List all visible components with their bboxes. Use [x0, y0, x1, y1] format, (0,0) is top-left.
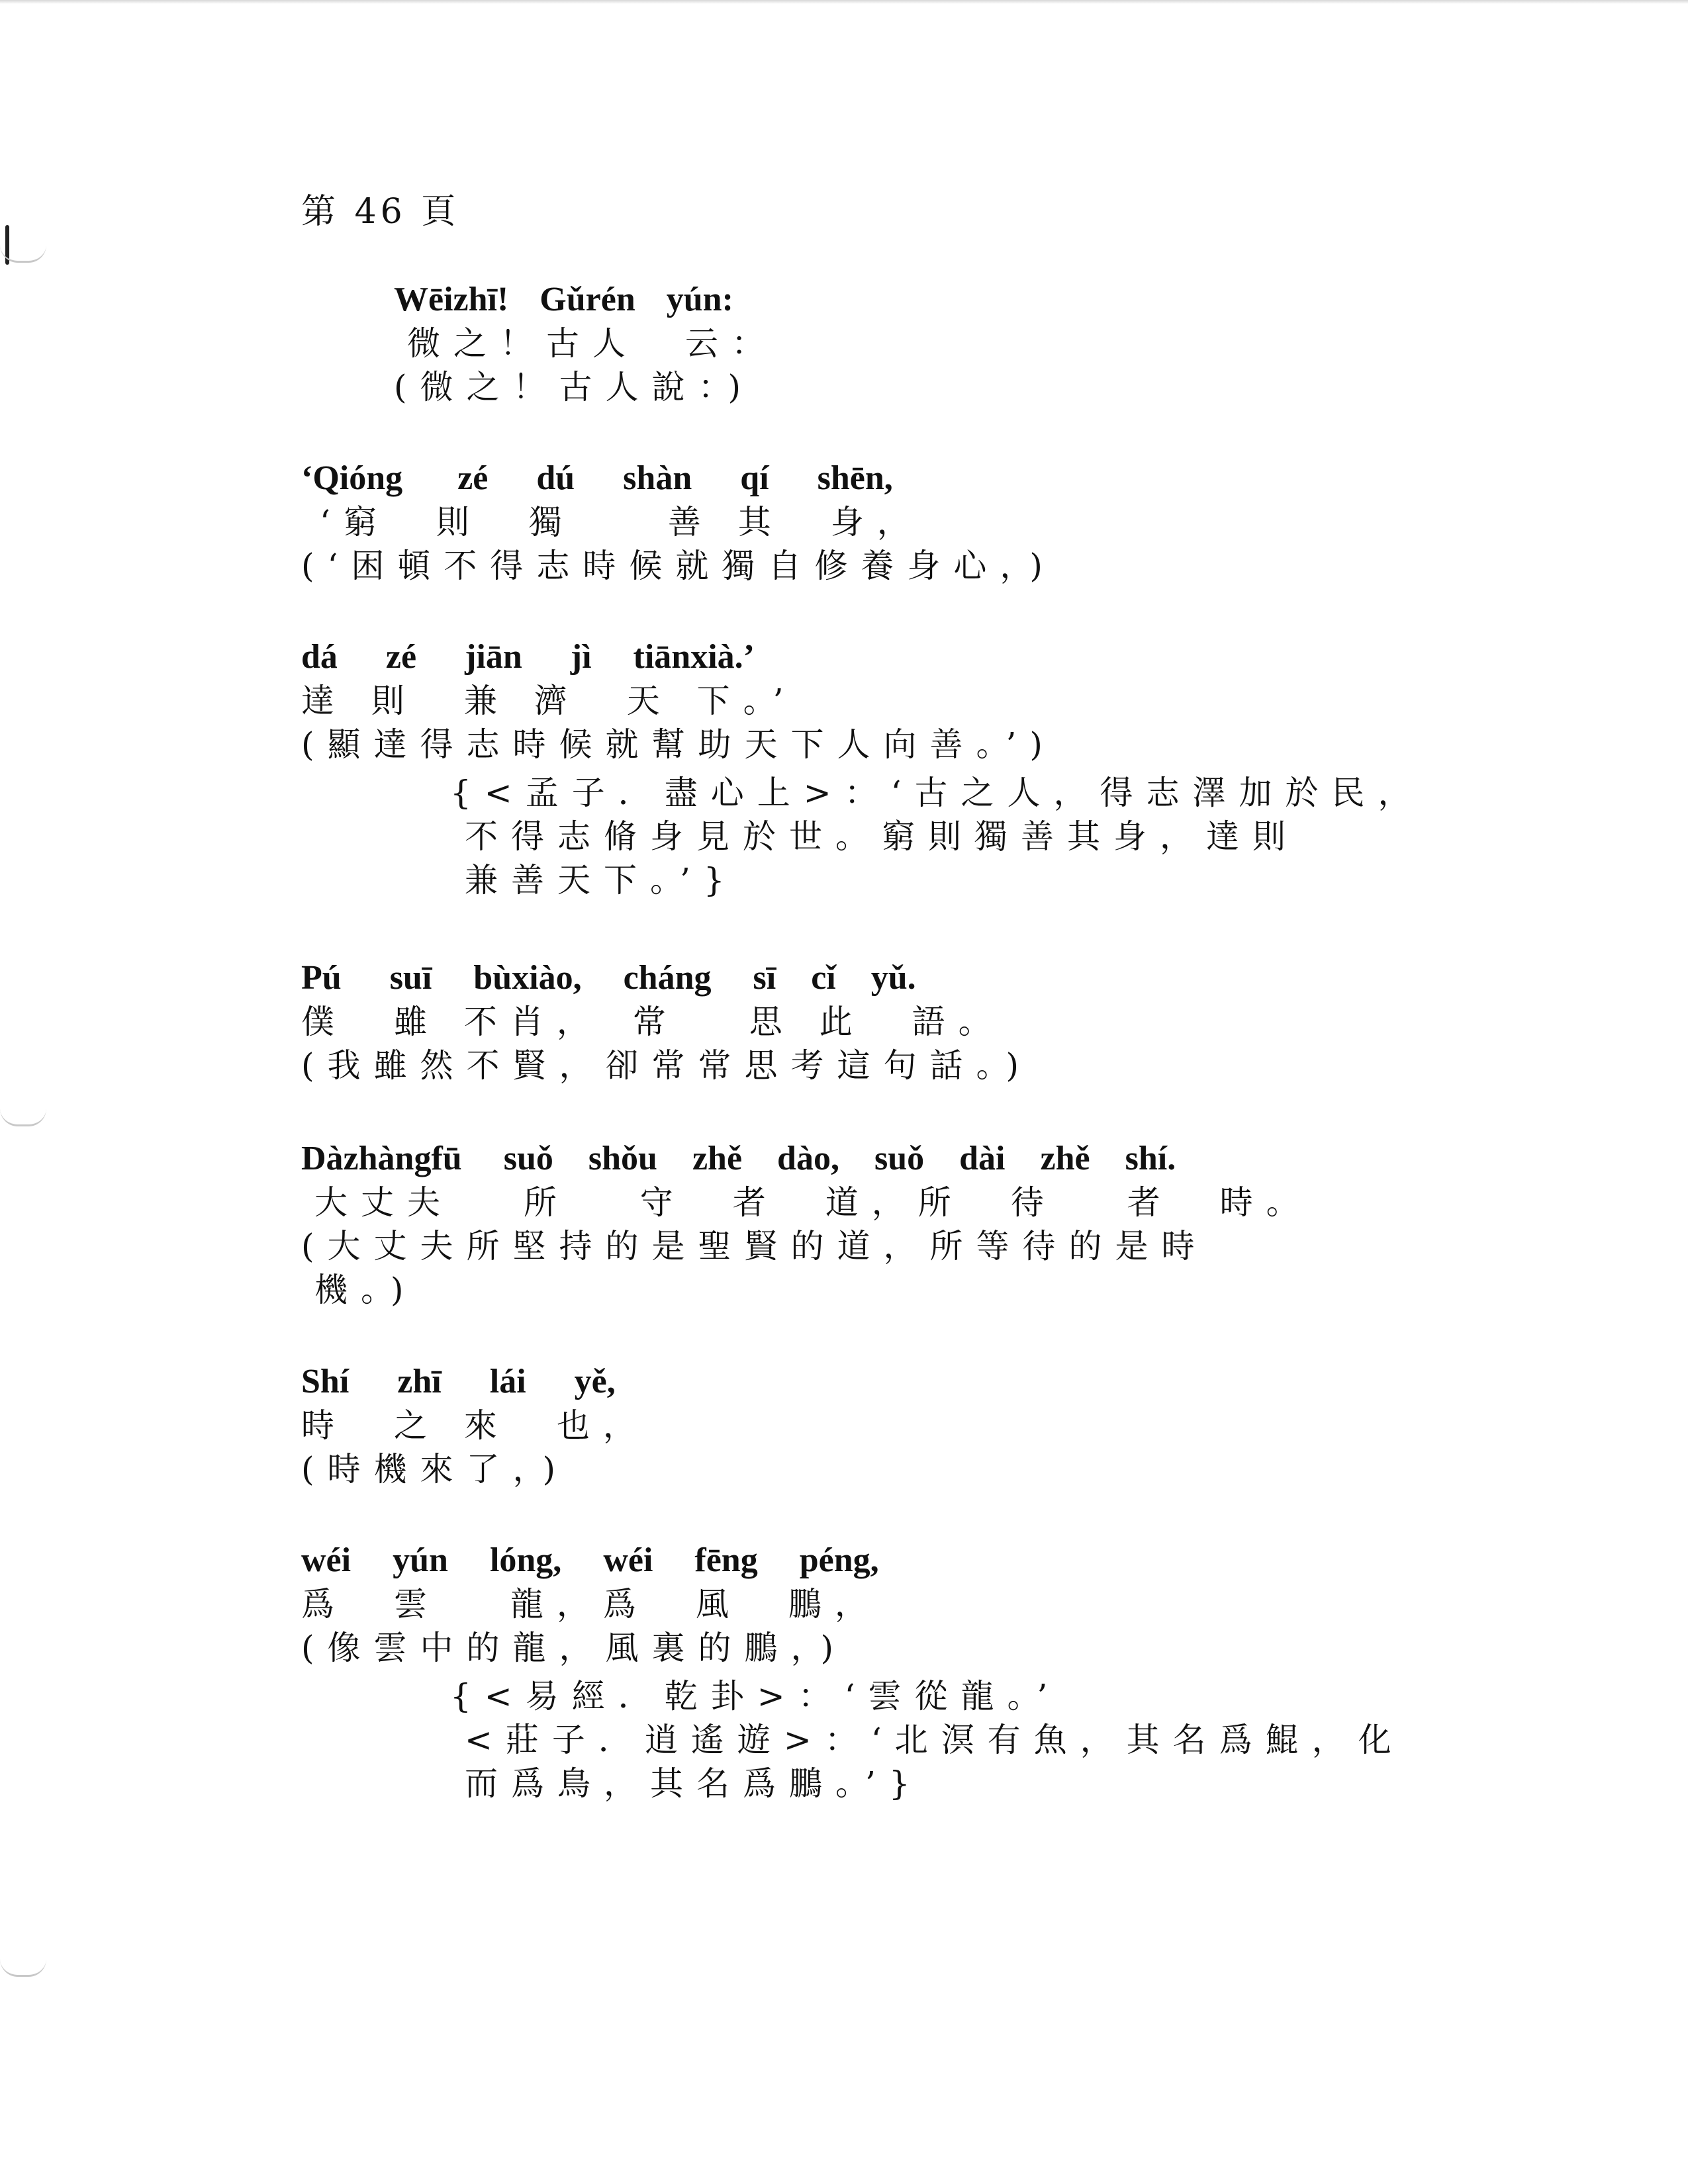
note-line: {<易經．乾卦>：‘雲從龍。’ — [450, 1677, 1061, 1715]
pinyin-syllable: wéi — [301, 1541, 352, 1579]
pinyin-syllable: shēn, — [817, 459, 893, 497]
note-line: 兼善天下。’} — [465, 861, 738, 899]
note-line: <莊子．逍遙遊>：‘北溟有魚，其名爲鯤，化 — [465, 1721, 1405, 1759]
pinyin-syllable: yǔ. — [870, 959, 916, 997]
verse-section — [301, 1137, 1493, 1312]
pinyin-line — [301, 457, 1493, 500]
verse-section — [394, 278, 1585, 409]
translation-line: (大丈夫所堅持的是聖賢的道，所等待的是時 — [301, 1227, 1208, 1265]
pinyin-syllable: tiānxià.’ — [633, 638, 755, 676]
pinyin-syllable: dài — [959, 1140, 1006, 1177]
verse-section — [301, 1539, 1493, 1670]
pinyin-syllable: Pú — [301, 959, 342, 997]
pinyin-line — [301, 635, 1493, 679]
pinyin-syllable: shí. — [1125, 1140, 1176, 1177]
verse-section — [301, 956, 1493, 1087]
translation-line: (顯達得志時候就幫助天下人向善。’) — [301, 725, 1056, 764]
pinyin-line — [301, 1137, 1493, 1181]
pinyin-syllable: sī — [753, 959, 776, 997]
pinyin-syllable: zhī — [397, 1363, 442, 1400]
pinyin-line — [301, 1539, 1493, 1582]
pinyin-syllable: suǒ — [874, 1140, 925, 1177]
pinyin-syllable: zhě — [692, 1140, 743, 1177]
verse-section — [301, 635, 1493, 766]
punch-hole-mark — [0, 1959, 46, 1977]
verse-section — [301, 1360, 1493, 1491]
pinyin-syllable: cháng — [623, 959, 712, 997]
translation-line: (‘困頓不得志時候就獨自修養身心，) — [301, 547, 1056, 585]
pinyin-syllable: Wēizhī! — [394, 281, 509, 318]
translation-line: (我雖然不賢，卻常常思考這句話。) — [301, 1046, 1033, 1085]
pinyin-syllable: Gǔrén — [539, 281, 635, 318]
pinyin-syllable: shàn — [623, 459, 692, 497]
pinyin-syllable: dào, — [777, 1140, 839, 1177]
pinyin-syllable: péng, — [799, 1541, 879, 1579]
translation-line: 機。) — [314, 1271, 417, 1309]
pinyin-syllable: suī — [389, 959, 432, 997]
pinyin-syllable: ‘Qióng — [301, 459, 403, 497]
pinyin-line — [394, 278, 1585, 322]
commentary-note — [450, 771, 1425, 902]
original-text-line: 微之！古人 云： — [407, 324, 778, 363]
note-line: 不得志脩身見於世。窮則獨善其身，達則 — [465, 817, 1299, 856]
pinyin-syllable: zé — [457, 459, 489, 497]
pinyin-syllable: yě, — [574, 1363, 616, 1400]
translation-line: (微之！古人說：) — [394, 368, 755, 406]
pinyin-syllable: jiān — [465, 638, 522, 676]
pinyin-syllable: yún — [393, 1541, 448, 1579]
page-number-header: 第 46 頁 — [301, 192, 460, 232]
pinyin-syllable: zé — [385, 638, 417, 676]
original-text-line: ‘窮 則 獨 善 其 身， — [320, 503, 923, 541]
note-line: {<孟子．盡心上>：‘古之人，得志澤加於民， — [450, 774, 1425, 812]
pinyin-syllable: fēng — [694, 1541, 758, 1579]
pinyin-syllable: zhě — [1040, 1140, 1090, 1177]
commentary-note — [450, 1674, 1410, 1805]
original-text-line: 時 之 來 也， — [301, 1406, 649, 1445]
verse-section — [301, 457, 1493, 588]
pinyin-syllable: yún: — [666, 281, 733, 318]
pinyin-syllable: wéi — [603, 1541, 653, 1579]
translation-line: (時機來了，) — [301, 1450, 569, 1488]
original-text-line: 爲 雲 龍，爲 風 鵬， — [301, 1585, 881, 1623]
original-text-line: 大丈夫 所 守 者 道，所 待 者 時。 — [314, 1183, 1313, 1222]
pinyin-line — [301, 956, 1493, 1000]
pinyin-syllable: cǐ — [811, 959, 836, 997]
punch-hole-mark — [0, 1109, 46, 1126]
pinyin-syllable: suǒ — [503, 1140, 553, 1177]
translation-line: (像雲中的龍，風裏的鵬，) — [301, 1629, 847, 1667]
pinyin-syllable: lái — [489, 1363, 526, 1400]
scan-top-edge — [0, 0, 1688, 4]
pinyin-syllable: bùxiào, — [473, 959, 582, 997]
pinyin-syllable: dá — [301, 638, 338, 676]
original-text-line: 達 則 兼 濟 天 下。’ — [301, 682, 797, 720]
pinyin-syllable: Shí — [301, 1363, 350, 1400]
pinyin-syllable: Dàzhàngfū — [301, 1140, 462, 1177]
pinyin-syllable: dú — [536, 459, 575, 497]
pinyin-syllable: lóng, — [489, 1541, 562, 1579]
pinyin-syllable: shǒu — [588, 1140, 657, 1177]
pinyin-syllable: qí — [740, 459, 769, 497]
original-text-line: 僕 雖 不肖， 常 思 此 語。 — [301, 1003, 1005, 1041]
pinyin-line — [301, 1360, 1493, 1404]
note-line: 而爲鳥，其名爲鵬。’} — [465, 1764, 923, 1803]
pinyin-syllable: jì — [570, 638, 592, 676]
